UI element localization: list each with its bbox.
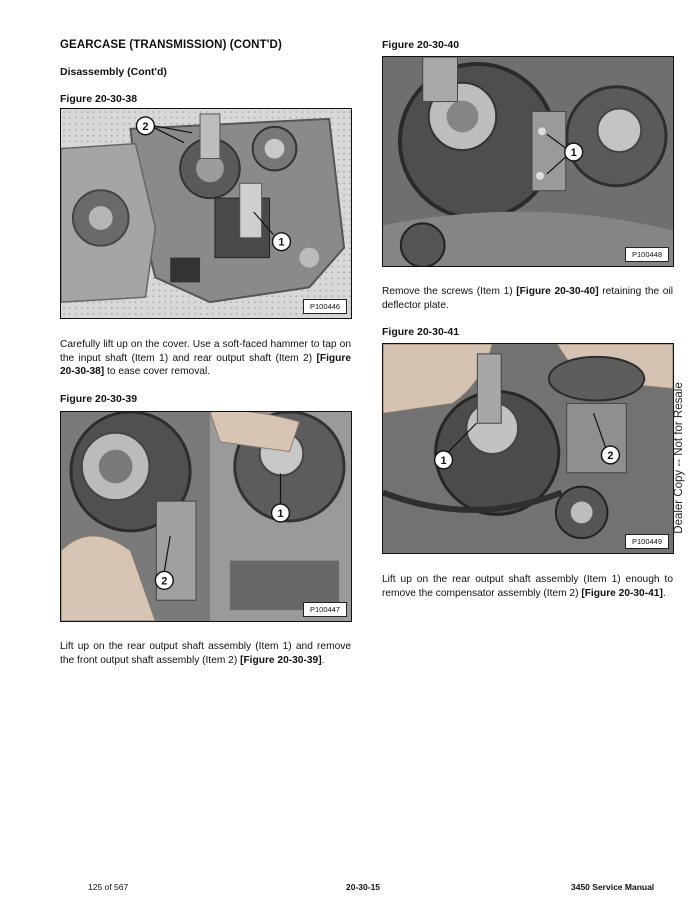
- figure-photo: [60, 411, 352, 622]
- output-shaft-photo: [61, 412, 351, 621]
- instruction-paragraph: [60, 640, 351, 667]
- paragraph-text: to ease cover removal.: [104, 366, 211, 378]
- section-title: GEARCASE (TRANSMISSION) (CONT'D): [60, 39, 282, 51]
- callout-number: 1: [570, 147, 577, 160]
- paragraph-text: Carefully lift up on the cover. Use a soft-faced hammer to tap on the input shaft (Item 1) and rear output shaft (Item 2): [60, 339, 351, 364]
- paragraph-text: retaining the oil deflector plate.: [382, 286, 673, 311]
- paragraph-text: Lift up on the rear output shaft assembly (Item 1) enough to remove the compensator assembly (Item 2): [382, 574, 673, 599]
- callout-number: 2: [142, 120, 149, 133]
- figure-photo: [382, 56, 674, 267]
- instruction-paragraph: [382, 285, 673, 312]
- page-count: 125 of 567: [88, 882, 129, 892]
- figure-reference: [Figure 20-30-41]: [581, 587, 663, 599]
- instruction-paragraph: [60, 338, 351, 379]
- figure-label: Figure 20-30-38: [60, 93, 138, 105]
- figure-reference: [Figure 20-30-39]: [240, 654, 322, 666]
- photo-reference: P100446: [303, 299, 347, 314]
- figure-label: Figure 20-30-39: [60, 393, 138, 405]
- manual-title: 3450 Service Manual: [571, 882, 655, 892]
- dealer-copy-text: Dealer Copy -- Not for Resale: [673, 381, 685, 534]
- instruction-paragraph: [382, 573, 673, 600]
- figure-photo: [60, 108, 352, 319]
- paragraph-text: Remove the screws (Item 1): [382, 286, 517, 297]
- photo-reference: P100448: [625, 247, 669, 262]
- page-number: 20-30-15: [346, 882, 381, 892]
- callout-number: 2: [607, 449, 614, 462]
- figure-label: Figure 20-30-40: [382, 39, 460, 51]
- subsection-title: Disassembly (Cont'd): [60, 66, 167, 78]
- paragraph-text: .: [321, 654, 325, 666]
- callout-number: 2: [161, 575, 168, 588]
- callout-number: 1: [278, 236, 285, 249]
- oil-deflector-photo: [383, 57, 673, 266]
- figure-reference: [Figure 20-30-38]: [60, 352, 351, 378]
- dealer-copy-stamp: [672, 365, 686, 550]
- photo-reference: P100447: [303, 602, 347, 617]
- figure-reference: [Figure 20-30-40]: [516, 286, 599, 297]
- figure-label: Figure 20-30-41: [382, 326, 460, 338]
- photo-reference: P100449: [625, 534, 669, 549]
- figure-photo: [382, 343, 674, 554]
- callout-number: 1: [277, 508, 284, 520]
- paragraph-text: Lift up on the rear output shaft assembly (Item 1) and remove the front output shaft assembly (Item 2): [60, 641, 351, 666]
- gearcase-cover-photo: [61, 109, 351, 318]
- paragraph-text: .: [662, 587, 666, 599]
- compensator-photo: [383, 344, 673, 553]
- callout-number: 1: [440, 454, 447, 467]
